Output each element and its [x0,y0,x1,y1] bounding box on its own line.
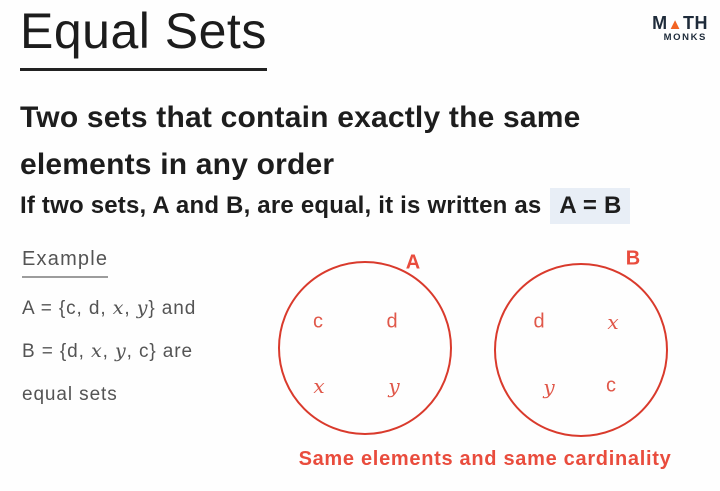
set-element-A-x: x [313,374,325,398]
logo-word-monks: MONKS [663,32,707,43]
set-label-A: A [405,251,421,274]
set-element-A-c: c [313,310,323,333]
example-line: B = {d, x, y, c} are [22,340,193,362]
logo-letter-m: M [652,13,668,33]
example-line: A = {c, d, x, y} and [22,297,197,319]
notation-highlight: A = B [550,188,630,224]
triangle-icon: ▲ [667,16,683,33]
definition-line-1: Two sets that contain exactly the same [20,101,581,134]
definition-line-2: elements in any order [20,148,335,181]
logo-letters-th: TH [683,13,708,33]
set-element-B-y: y [543,375,555,399]
set-circle-A [278,261,452,435]
example-heading: Example [22,248,108,278]
set-element-B-d: d [533,310,545,333]
page-title: Equal Sets [20,4,267,71]
set-circle-B [494,263,668,437]
set-label-B: B [625,247,641,270]
set-element-B-x: x [607,310,619,334]
set-element-A-y: y [388,374,400,398]
set-element-B-c: c [606,374,616,397]
venn-caption: Same elements and same cardinality [298,448,672,470]
example-line: equal sets [22,384,118,405]
notation-prefix: If two sets, A and B, are equal, it is written as [20,192,542,219]
set-element-A-d: d [386,310,398,333]
